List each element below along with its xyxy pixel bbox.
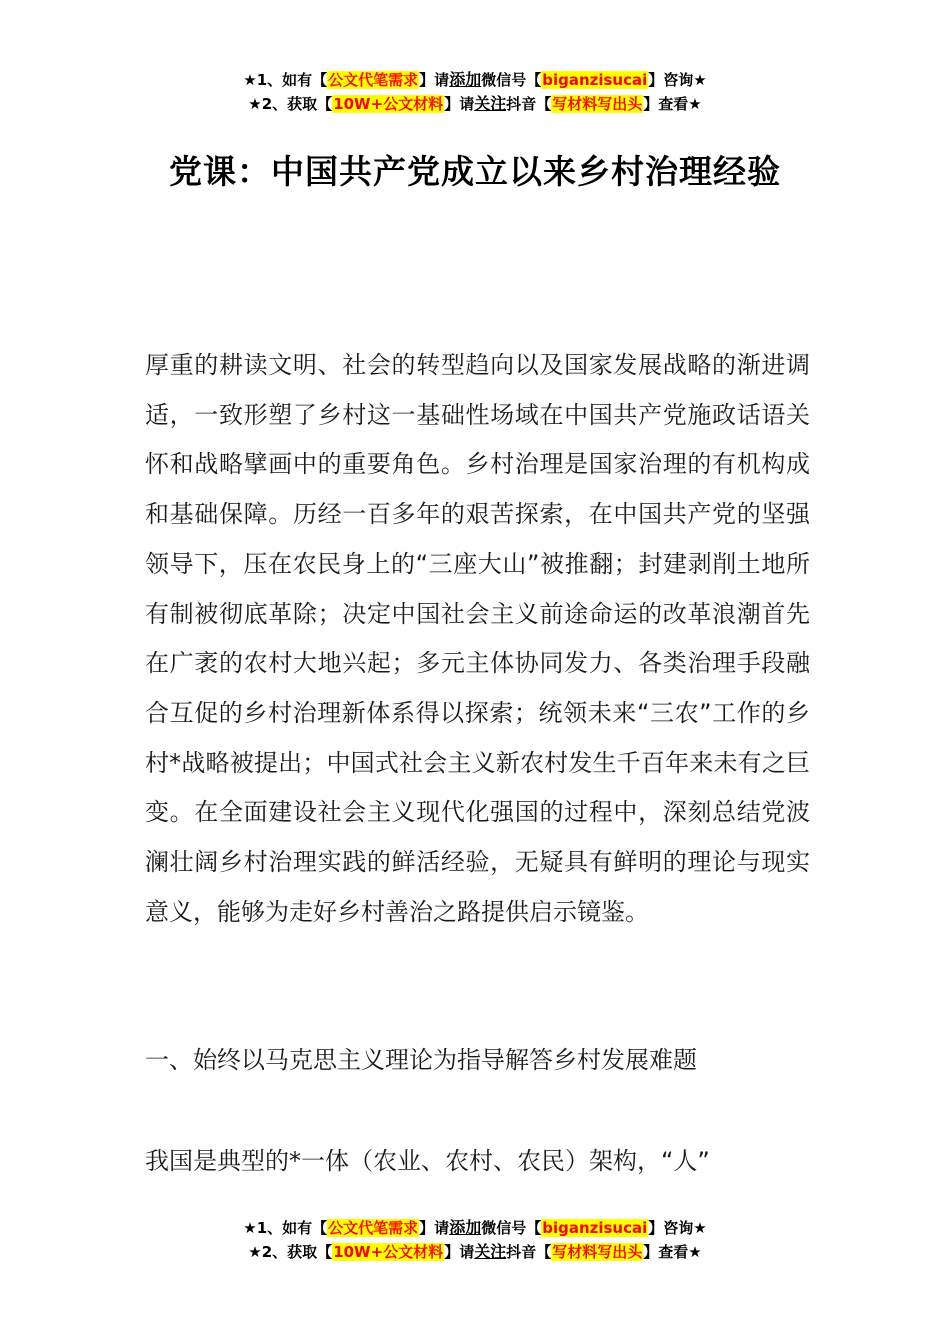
footer-ad-line-2 — [0, 1240, 950, 1264]
banner-text: 】咨询★ — [648, 71, 707, 89]
banner-wechat-id: biganzisucai — [542, 1219, 648, 1237]
footer-ad-line-1 — [0, 1216, 950, 1240]
banner-text: 】查看★ — [643, 1243, 702, 1261]
banner-highlight: 公文代笔需求 — [328, 71, 419, 89]
banner-text: 】请 — [444, 1243, 475, 1261]
banner-text: 抖音【 — [506, 95, 552, 113]
banner-text: ★1、如有【 — [243, 1219, 328, 1237]
banner-text: ★2、获取【 — [248, 95, 333, 113]
banner-emphasis: 关注 — [474, 1242, 507, 1261]
banner-text: 微信号【 — [481, 1219, 542, 1237]
banner-emphasis: 添加 — [449, 1218, 482, 1237]
section-heading-1: 一、始终以马克思主义理论为指导解答乡村发展难题 — [145, 1046, 697, 1074]
banner-wechat-id: biganzisucai — [542, 71, 648, 89]
banner-text: 】请 — [419, 1219, 450, 1237]
body-paragraph-section-1: 我国是典型的*一体（农业、农村、农民）架构，“人” — [145, 1147, 710, 1175]
banner-douyin-id: 写材料写出头 — [552, 1243, 643, 1261]
banner-highlight: 公文代笔需求 — [328, 1219, 419, 1237]
header-ad-line-1 — [0, 68, 950, 92]
banner-text: 】查看★ — [643, 95, 702, 113]
banner-text: 】请 — [419, 71, 450, 89]
body-paragraph-intro: 厚重的耕读文明、社会的转型趋向以及国家发展战略的渐进调适，一致形塑了乡村这一基础性场域在中国共产党施政话语关怀和战略擘画中的重要角色。乡村治理是国家治理的有机构成和基础保障。历经一百多年的艰苦探索，在中国共产党的坚强领导下，压在农民身上的“三座大山”被推翻；封建剥削土地所有制被彻底革除；决定中国社会主义前途命运的改革浪潮首先在广袤的农村大地兴起；多元主体协同发力、各类治理手段融合互促的乡村治理新体系得以探索；统领未来“三农”工作的乡村*战略被提出；中国式社会主义新农村发生千百年来未有之巨变。在全面建设社会主义现代化强国的过程中，深刻总结党波澜壮阔乡村治理实践的鲜活经验，无疑具有鲜明的理论与现实意义，能够为走好乡村善治之路提供启示镜鉴。 — [145, 351, 810, 926]
banner-text: 】咨询★ — [648, 1219, 707, 1237]
header-ad-banner — [0, 68, 950, 116]
banner-text: ★2、获取【 — [248, 1243, 333, 1261]
banner-highlight: 10W+公文材料 — [333, 1243, 444, 1261]
banner-text: 】请 — [444, 95, 475, 113]
footer-ad-banner — [0, 1216, 950, 1264]
banner-emphasis: 关注 — [474, 94, 507, 113]
banner-text: ★1、如有【 — [243, 71, 328, 89]
banner-text: 抖音【 — [506, 1243, 552, 1261]
banner-emphasis: 添加 — [449, 70, 482, 89]
banner-text: 微信号【 — [481, 71, 542, 89]
header-ad-line-2 — [0, 92, 950, 116]
banner-highlight: 10W+公文材料 — [333, 95, 444, 113]
banner-douyin-id: 写材料写出头 — [552, 95, 643, 113]
document-title: 党课：中国共产党成立以来乡村治理经验 — [169, 152, 781, 191]
